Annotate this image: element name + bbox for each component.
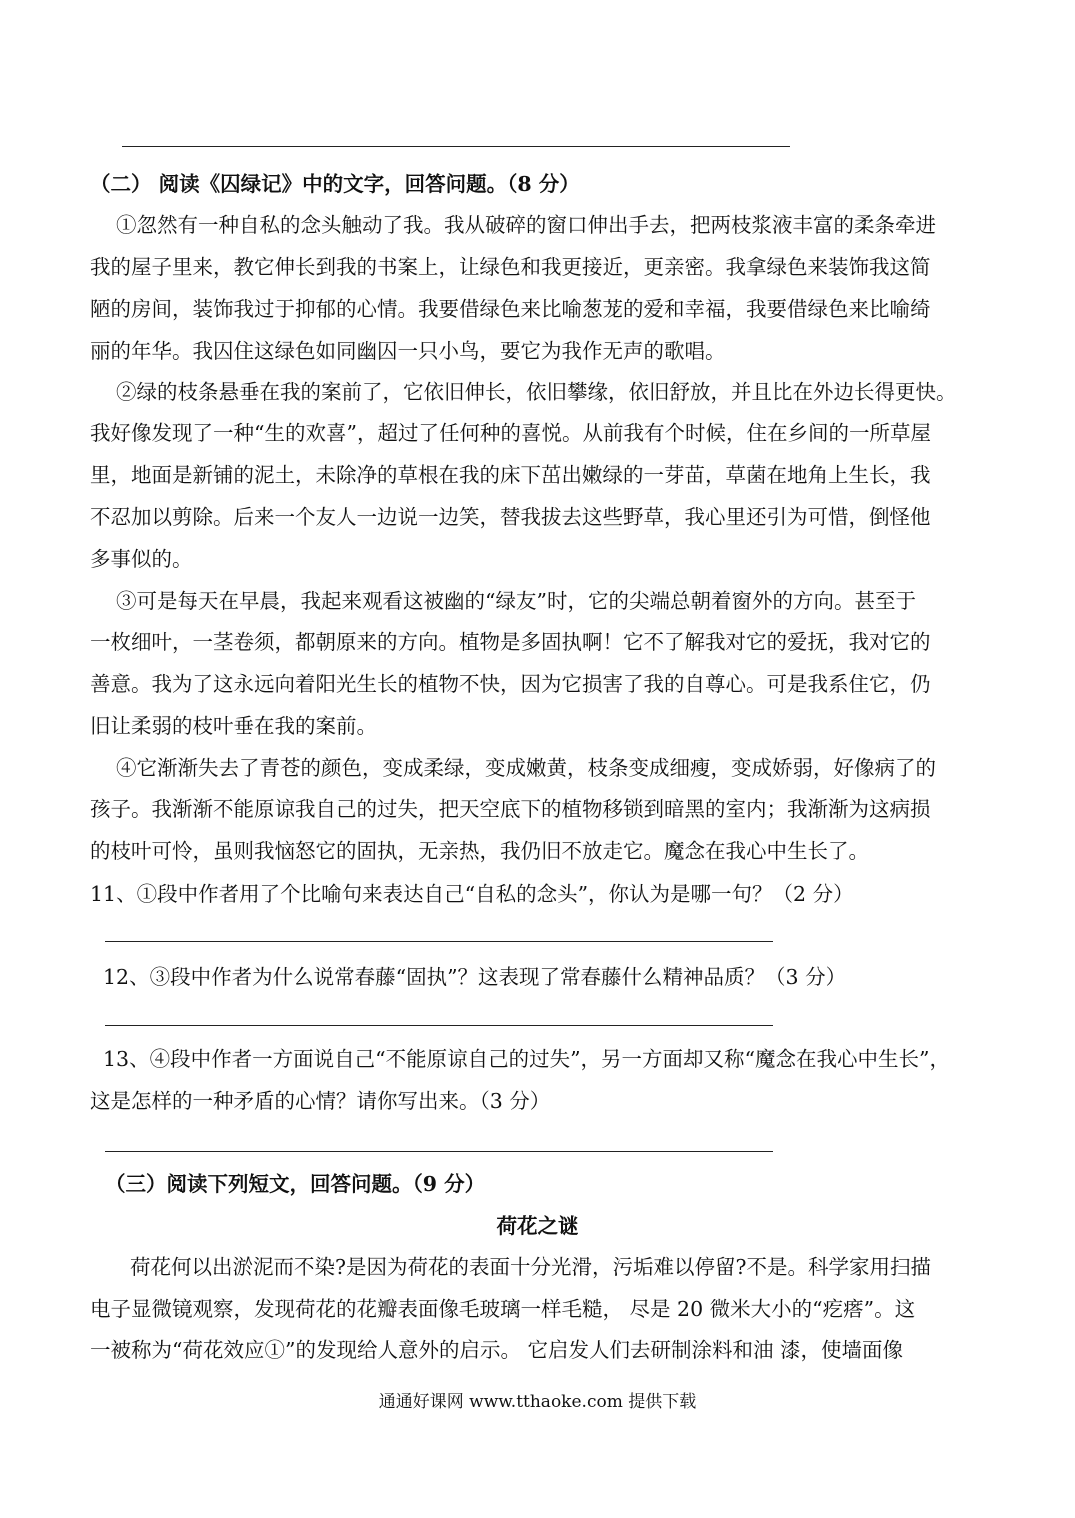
answer-line (122, 146, 790, 147)
paragraph-line: 旧让柔弱的枝叶垂在我的案前。 (90, 714, 377, 738)
question-13: 这是怎样的一种矛盾的心情？请你写出来。（3 分） (90, 1089, 551, 1113)
paragraph-line: 的枝叶可怜，虽则我恼怒它的固执，无亲热，我仍旧不放走它。魔念在我心中生长了。 (90, 839, 869, 863)
answer-line (105, 941, 773, 942)
page-footer: 通通好课网 www.tthaoke.com 提供下载 (378, 1392, 697, 1412)
question-11: 11、①段中作者用了个比喻句来表达自己“自私的念头”，你认为是哪一句？（2 分） (90, 882, 854, 906)
answer-line (105, 1151, 773, 1152)
paragraph-line: 不忍加以剪除。后来一个友人一边说一边笑，替我拔去这些野草，我心里还引为可惜，倒怪他 (90, 505, 931, 529)
answer-line (105, 1025, 773, 1026)
article-title: 荷花之谜 (496, 1214, 579, 1238)
paragraph-line: ③可是每天在早晨，我起来观看这被幽的“绿友”时，它的尖端总朝着窗外的方向。甚至于 (116, 589, 916, 613)
question-12: 12、③段中作者为什么说常春藤“固执”？这表现了常春藤什么精神品质？（3 分） (103, 965, 847, 989)
paragraph-line: 我好像发现了一种“生的欢喜”，超过了任何种的喜悦。从前我有个时候，住在乡间的一所草屋 (90, 421, 931, 445)
paragraph-line: 善意。我为了这永远向着阳光生长的植物不快，因为它损害了我的自尊心。可是我系住它，仍 (90, 672, 931, 696)
paragraph-line: 丽的年华。我囚住这绿色如同幽囚一只小鸟，要它为我作无声的歌唱。 (90, 339, 726, 363)
paragraph-line: 陋的房间，装饰我过于抑郁的心情。我要借绿色来比喻葱茏的爱和幸福，我要借绿色来比喻绮 (90, 297, 931, 321)
paragraph-line: 电子显微镜观察，发现荷花的花瓣表面像毛玻璃一样毛糙， 尽是 20 微米大小的“疙瘩”。这 (90, 1297, 916, 1321)
paragraph-line: 孩子。我渐渐不能原谅我自己的过失，把天空底下的植物移锁到暗黑的室内；我渐渐为这病损 (90, 797, 931, 821)
paragraph-line: 我的屋子里来，教它伸长到我的书案上，让绿色和我更接近，更亲密。我拿绿色来装饰我这简 (90, 255, 931, 279)
paragraph-line: ①忽然有一种自私的念头触动了我。我从破碎的窗口伸出手去，把两枝浆液丰富的柔条牵进 (116, 213, 936, 237)
paragraph-line: 荷花何以出淤泥而不染?是因为荷花的表面十分光滑，污垢难以停留?不是。科学家用扫描 (130, 1255, 931, 1279)
question-13: 13、④段中作者一方面说自己“不能原谅自己的过失”，另一方面却又称“魔念在我心中生长”， (103, 1047, 951, 1071)
paragraph-line: 一被称为“荷花效应①”的发现给人意外的启示。 它启发人们去研制涂料和油 漆，使墙面像 (90, 1338, 903, 1362)
paragraph-line: ④它渐渐失去了青苍的颜色，变成柔绿，变成嫩黄，枝条变成细瘦，变成娇弱，好像病了的 (116, 756, 936, 780)
section-heading: （三）阅读下列短文，回答问题。（9 分） (105, 1172, 486, 1196)
paragraph-line: 一枚细叶，一茎卷须，都朝原来的方向。植物是多固执啊！它不了解我对它的爱抚，我对它的 (90, 630, 931, 654)
paragraph-line: 多事似的。 (90, 547, 193, 571)
section-heading: （二） 阅读《囚绿记》中的文字，回答问题。（8 分） (90, 172, 580, 196)
paragraph-line: 里，地面是新铺的泥土，未除净的草根在我的床下茁出嫩绿的一芽苗，草菌在地角上生长，我 (90, 463, 931, 487)
paragraph-line: ②绿的枝条悬垂在我的案前了，它依旧伸长，依旧攀缘，依旧舒放，并且比在外边长得更快。 (116, 380, 957, 404)
